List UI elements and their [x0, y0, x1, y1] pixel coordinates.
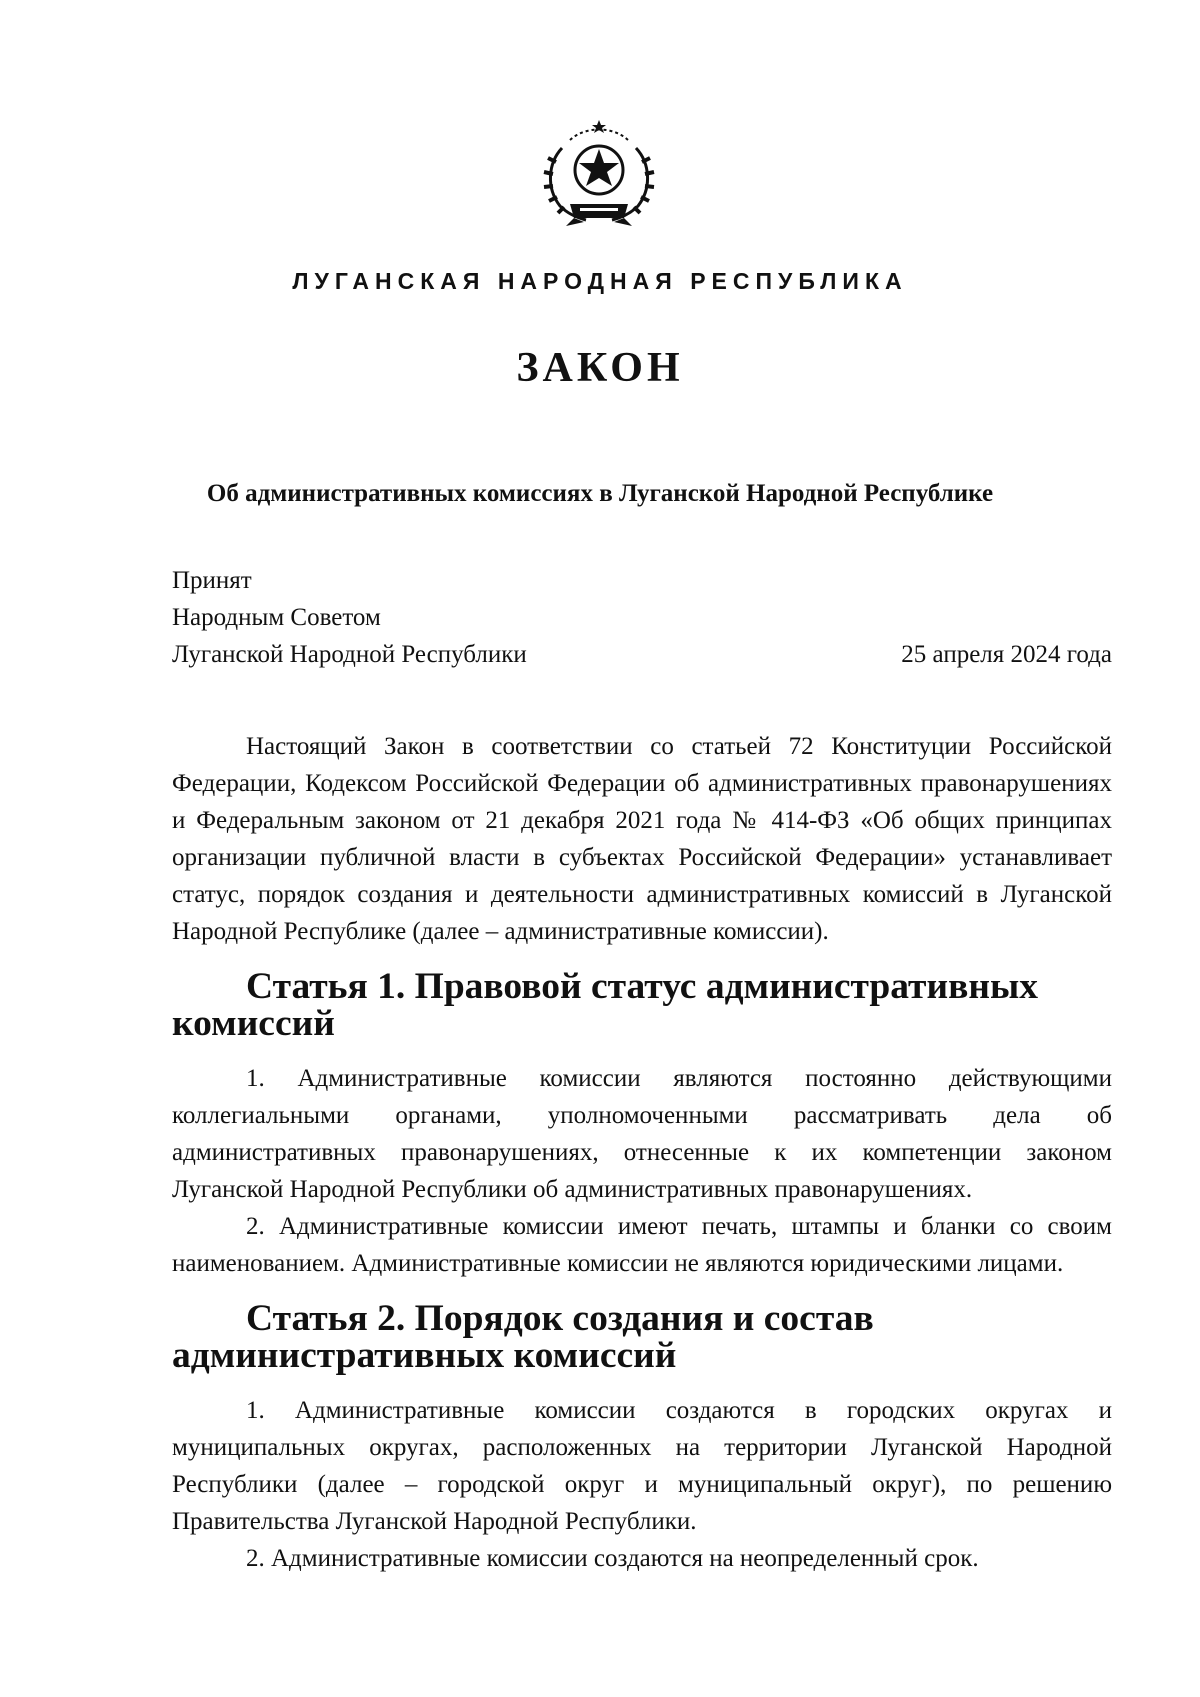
document-type: ЗАКОН [516, 345, 684, 391]
article-heading: Статья 2. Порядок создания и состав административных комиссий [172, 1298, 874, 1376]
article-paragraph: 1. Административные комиссии создаются в городских округах и муниципальных округах, расположенных на территории Луганской Народной Республики (далее – городской округ и муниципальный округ), по решению Правительства Луганской Народной Республики. [172, 1397, 1112, 1535]
article-paragraph: 1. Административные комиссии являются постоянно действующими коллегиальными органами, уполномоченными рассматривать дела об административных правонарушениях, отнесенные к их компетенции законом Луганской Народной Республики об административных правонарушениях. [172, 1065, 1112, 1203]
document-body [172, 728, 1112, 1595]
republic-name: ЛУГАНСКАЯ НАРОДНАЯ РЕСПУБЛИКА [292, 268, 908, 294]
adoption-date: 25 апреля 2024 года [901, 641, 1112, 668]
adopted-line-1: Принят [172, 567, 252, 594]
adoption-block [172, 562, 1112, 673]
preamble-paragraph: Настоящий Закон в соответствии со статьей 72 Конституции Российской Федерации, Кодексом Российской Федерации об административных правонарушениях и Федеральным законом от 21 декабря 2021 года № 414-ФЗ «Об общих принципах организации публичной власти в субъектах Российской Федерации» устанавливает статус, порядок создания и деятельности административных комиссий в Луганской Народной Республике (далее – административные комиссии). [172, 733, 1112, 945]
adopted-line-2: Народным Советом [172, 604, 381, 631]
article-paragraph: 2. Административные комиссии создаются на неопределенный срок. [246, 1545, 979, 1572]
adopted-row [172, 636, 1112, 673]
article-1-text [172, 1060, 1112, 1282]
article-paragraph: 2. Административные комиссии имеют печать, штампы и бланки со своим наименованием. Административные комиссии не являются юридическими лицами. [172, 1213, 1112, 1277]
document-title: Об административных комиссиях в Луганской Народной Республике [206, 480, 994, 507]
article-2-text [172, 1392, 1112, 1577]
article-heading: Статья 1. Правовой статус административных комиссий [172, 966, 1038, 1044]
adopted-line-3: Луганской Народной Республики [172, 641, 527, 668]
coat-of-arms-icon [540, 118, 658, 230]
